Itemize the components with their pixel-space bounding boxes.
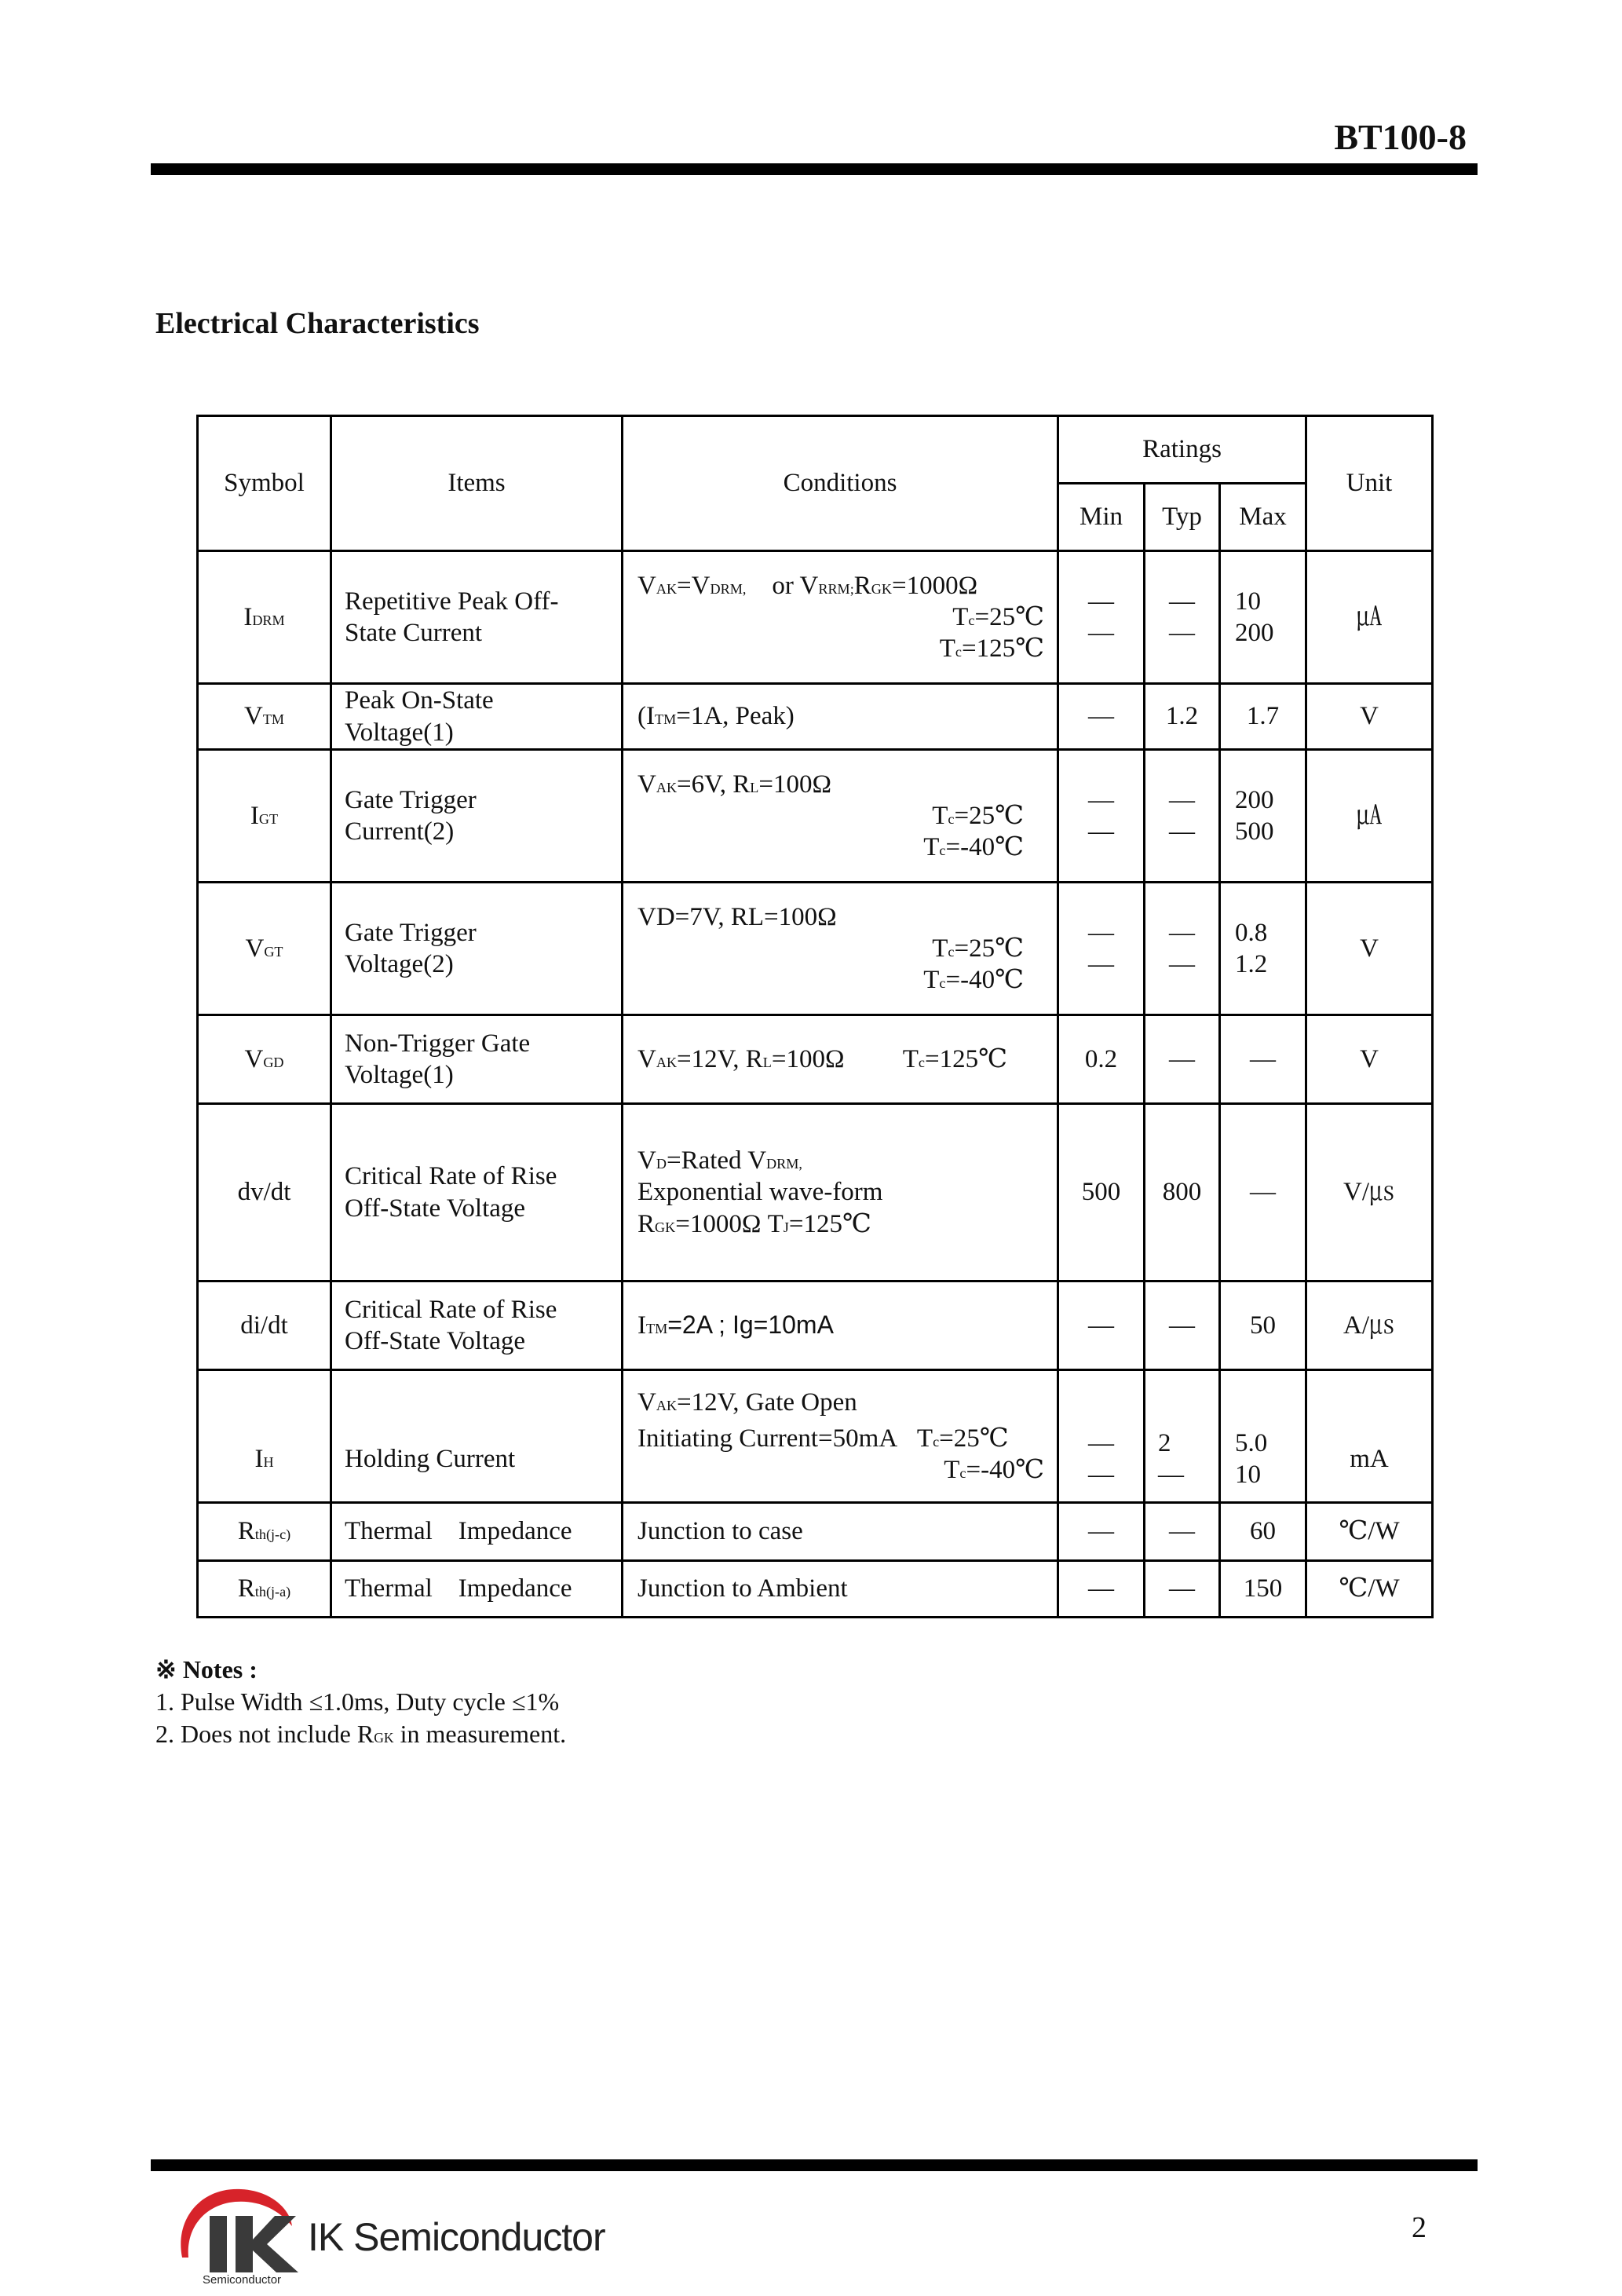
- unit-cell: ㎂: [1306, 750, 1433, 883]
- unit-cell: ℃/W: [1306, 1503, 1433, 1561]
- min-cell: —: [1058, 1281, 1145, 1370]
- table-row: [198, 883, 1433, 1015]
- max-cell: —: [1220, 1104, 1306, 1281]
- table-row: [198, 684, 1433, 750]
- note-2: 2. Does not include RGK in measurement.: [155, 1720, 567, 1748]
- min-cell: — —: [1058, 551, 1145, 684]
- typ-cell: —: [1145, 1015, 1220, 1104]
- max-cell: 150: [1220, 1561, 1306, 1618]
- conditions-cell: Junction to Ambient: [623, 1561, 1058, 1618]
- item-cell: Thermal Impedance: [331, 1503, 623, 1561]
- typ-cell: — —: [1145, 551, 1220, 684]
- max-cell: 200 500: [1220, 750, 1306, 883]
- header-max: Max: [1220, 484, 1306, 551]
- electrical-characteristics-table: [196, 415, 1434, 1618]
- typ-cell: — —: [1145, 750, 1220, 883]
- header-typ: Typ: [1145, 484, 1220, 551]
- min-cell: — —: [1058, 883, 1145, 1015]
- table-row: [198, 1015, 1433, 1104]
- max-cell: —: [1220, 1015, 1306, 1104]
- header-rule: [151, 163, 1478, 175]
- item-cell: Gate Trigger Voltage(2): [331, 883, 623, 1015]
- typ-cell: 1.2: [1145, 684, 1220, 750]
- typ-cell: —: [1145, 1281, 1220, 1370]
- page-number: 2: [1412, 2211, 1427, 2244]
- min-cell: — —: [1058, 1370, 1145, 1503]
- unit-cell: V: [1306, 883, 1433, 1015]
- conditions-cell: VAK=6V, RL=100Ω Tc=25℃ Tc=-40℃: [623, 750, 1058, 883]
- min-cell: —: [1058, 1561, 1145, 1618]
- logo-letter-k: [236, 2216, 298, 2272]
- symbol-cell: Rth(j-c): [198, 1503, 331, 1561]
- logo-wordmark: IK Semiconductor: [308, 2215, 605, 2259]
- unit-cell: ℃/W: [1306, 1561, 1433, 1618]
- min-cell: — —: [1058, 750, 1145, 883]
- unit-cell: A/㎲: [1306, 1281, 1433, 1370]
- max-cell: 10 200: [1220, 551, 1306, 684]
- table-row: [198, 551, 1433, 684]
- min-cell: —: [1058, 684, 1145, 750]
- table-row: [198, 1370, 1433, 1503]
- min-cell: 500: [1058, 1104, 1145, 1281]
- symbol-cell: IGT: [198, 750, 331, 883]
- typ-cell: —: [1145, 1503, 1220, 1561]
- symbol-cell: VGT: [198, 883, 331, 1015]
- item-cell: Gate Trigger Current(2): [331, 750, 623, 883]
- max-cell: 60: [1220, 1503, 1306, 1561]
- max-cell: 50: [1220, 1281, 1306, 1370]
- notes-heading: ※ Notes :: [155, 1655, 258, 1684]
- symbol-cell: VTM: [198, 684, 331, 750]
- typ-cell: 2 —: [1145, 1370, 1220, 1503]
- typ-cell: 800: [1145, 1104, 1220, 1281]
- min-cell: —: [1058, 1503, 1145, 1561]
- conditions-cell: VAK=VDRM, or VRRM;RGK=1000Ω Tc=25℃ Tc=125℃: [623, 551, 1058, 684]
- conditions-cell: Junction to case: [623, 1503, 1058, 1561]
- part-number: BT100-8: [1334, 117, 1467, 157]
- symbol-cell: VGD: [198, 1015, 331, 1104]
- notes: [155, 1654, 566, 1754]
- symbol-cell: di/dt: [198, 1281, 331, 1370]
- header-symbol: Symbol: [198, 416, 331, 551]
- table-row: [198, 1104, 1433, 1281]
- table-row: [198, 1281, 1433, 1370]
- max-cell: 5.0 10: [1220, 1370, 1306, 1503]
- section-title: Electrical Characteristics: [155, 307, 480, 340]
- symbol-cell: IDRM: [198, 551, 331, 684]
- conditions-cell: VD=Rated VDRM, Exponential wave-form RGK=1000Ω TJ=125℃: [623, 1104, 1058, 1281]
- conditions-cell: VAK=12V, RL=100Ω Tc=125℃: [623, 1015, 1058, 1104]
- item-cell: Repetitive Peak Off- State Current: [331, 551, 623, 684]
- conditions-cell: ITM=2A ; Ig=10mA: [623, 1281, 1058, 1370]
- header-conditions: Conditions: [623, 416, 1058, 551]
- unit-cell: mA: [1306, 1370, 1433, 1503]
- logo-subtext: Semiconductor: [203, 2273, 282, 2287]
- footer-rule: [151, 2159, 1478, 2171]
- header-row: [198, 416, 1433, 484]
- header-unit: Unit: [1306, 416, 1433, 551]
- unit-cell: V: [1306, 1015, 1433, 1104]
- item-cell: Critical Rate of Rise Off-State Voltage: [331, 1281, 623, 1370]
- header-ratings: Ratings: [1058, 416, 1306, 484]
- table-row: [198, 1503, 1433, 1561]
- max-cell: 0.8 1.2: [1220, 883, 1306, 1015]
- header-items: Items: [331, 416, 623, 551]
- table-row: [198, 1561, 1433, 1618]
- table-row: [198, 750, 1433, 883]
- item-cell: Thermal Impedance: [331, 1561, 623, 1618]
- note-1: 1. Pulse Width ≤1.0ms, Duty cycle ≤1%: [155, 1687, 560, 1716]
- header-min: Min: [1058, 484, 1145, 551]
- typ-cell: — —: [1145, 883, 1220, 1015]
- unit-cell: V/㎲: [1306, 1104, 1433, 1281]
- max-cell: 1.7: [1220, 684, 1306, 750]
- symbol-cell: dv/dt: [198, 1104, 331, 1281]
- logo-letter-i: [210, 2216, 227, 2272]
- conditions-cell: VAK=12V, Gate Open Initiating Current=50mA Tc=25℃ Tc=-40℃: [623, 1370, 1058, 1503]
- unit-cell: V: [1306, 684, 1433, 750]
- min-cell: 0.2: [1058, 1015, 1145, 1104]
- typ-cell: —: [1145, 1561, 1220, 1618]
- item-cell: Critical Rate of Rise Off-State Voltage: [331, 1104, 623, 1281]
- symbol-cell: Rth(j-a): [198, 1561, 331, 1618]
- item-cell: Peak On-State Voltage(1): [331, 684, 623, 750]
- conditions-cell: VD=7V, RL=100Ω Tc=25℃ Tc=-40℃: [623, 883, 1058, 1015]
- item-cell: Holding Current: [331, 1370, 623, 1503]
- conditions-cell: (ITM=1A, Peak): [623, 684, 1058, 750]
- item-cell: Non-Trigger Gate Voltage(1): [331, 1015, 623, 1104]
- unit-cell: ㎂: [1306, 551, 1433, 684]
- symbol-cell: IH: [198, 1370, 331, 1503]
